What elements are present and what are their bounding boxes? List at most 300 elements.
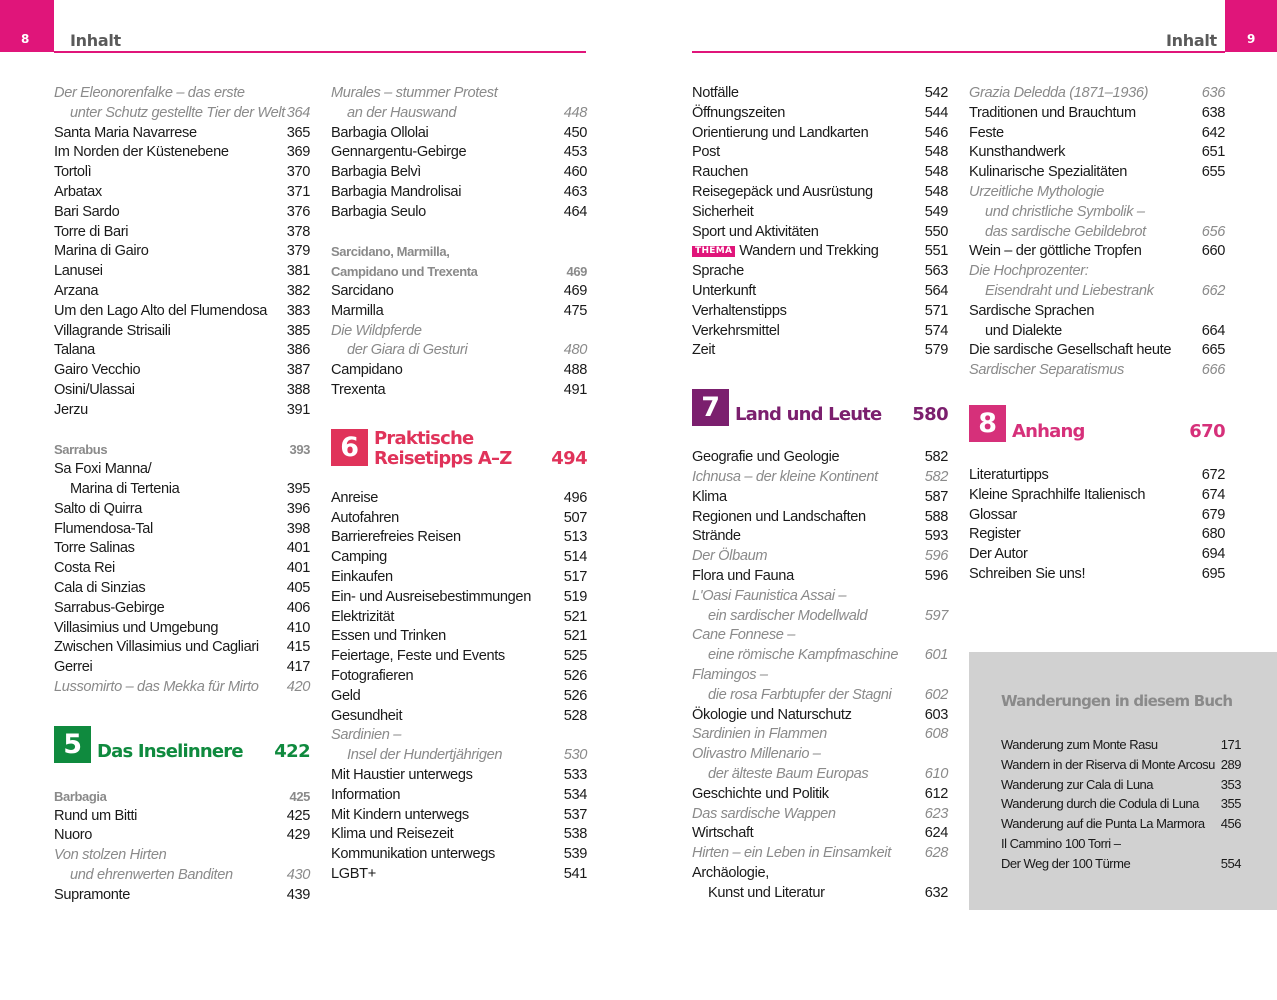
toc-entry-page: 364 [286,104,310,121]
toc-entry[interactable] [54,401,310,421]
toc-entry[interactable] [331,341,587,361]
toc-entry-title: unter Schutz gestellte Tier der Welt [70,104,285,121]
toc-entry[interactable] [331,707,587,727]
toc-entry[interactable] [54,163,310,183]
toc-entry[interactable] [331,143,587,163]
toc-entry[interactable] [692,725,948,745]
toc-entry-title: Supramonte [54,886,131,903]
toc-entry-title: und Dialekte [985,322,1062,339]
toc-entry-page: 602 [924,686,948,703]
toc-entry[interactable] [969,262,1225,282]
toc-entry-title: Information [331,786,401,803]
toc-entry[interactable] [331,845,587,865]
toc-entry[interactable] [54,599,310,619]
toc-entry[interactable] [692,143,948,163]
toc-entry-title: Villasimius und Umgebung [54,619,219,636]
toc-entry-title: Geld [331,687,361,704]
toc-entry[interactable] [692,745,948,765]
toc-entry-title: Gerrei [54,659,93,676]
toc-entry-title: Feste [969,124,1004,141]
toc-entry[interactable] [692,686,948,706]
toc-entry-title: Reisegepäck und Ausrüstung [692,183,873,200]
toc-entry-title: Sardinien in Flammen [692,726,827,743]
toc-entry[interactable] [969,223,1225,243]
toc-entry[interactable] [692,203,948,223]
toc-entry-title: Verkehrsmittel [692,322,780,339]
toc-entry-page: 379 [286,243,310,260]
toc-entry-title: Villagrande Strisaili [54,322,171,339]
toc-entry-page: 623 [924,805,948,822]
toc-entry-title: Gennargentu-Gebirge [331,144,467,161]
toc-entry[interactable] [969,84,1225,104]
toc-entry-page: 582 [924,449,948,466]
toc-entry-page: 542 [924,85,948,101]
toc-entry-title: Anreise [331,489,379,506]
toc-entry-title: Sprache [692,263,744,280]
chapter-number: 8 [969,405,1006,442]
toc-entry[interactable] [331,588,587,608]
toc-entry[interactable] [692,824,948,844]
chapter-page: 580 [912,404,948,426]
toc-entry-title: Lussomirto – das Mekka für Mirto [54,678,259,695]
toc-entry-page: 469 [563,282,587,299]
toc-entry[interactable] [54,579,310,599]
toc-entry-page: 666 [1201,362,1225,379]
chapter-number: 5 [54,726,91,763]
toc-entry[interactable] [331,548,587,568]
toc-entry-page: 456 [1220,816,1241,832]
toc-entry-title: Wanderung auf die Punta La Marmora [1001,816,1205,832]
toc-entry[interactable] [331,183,587,203]
toc-entry[interactable] [969,486,1225,506]
toc-entry-page: 355 [1220,796,1241,812]
toc-entry[interactable] [54,203,310,223]
toc-entry-title: Il Cammino 100 Torri – [1001,835,1121,851]
toc-entry[interactable] [54,619,310,639]
toc-entry-title: Post [692,144,720,161]
toc-entry-page: 596 [924,548,948,565]
toc-entry[interactable] [54,183,310,203]
toc-entry-title: Orientierung und Landkarten [692,124,869,141]
toc-entry-page: 401 [286,540,310,557]
toc-entry-title: Bari Sardo [54,203,120,220]
toc-entry[interactable] [969,203,1225,223]
toc-entry-page: 488 [563,362,587,379]
toc-entry[interactable] [54,341,310,361]
toc-column-3 [692,84,948,903]
toc-entry-page: 525 [563,648,587,665]
toc-entry-page: 551 [924,243,948,260]
toc-entry[interactable] [331,647,587,667]
toc-entry-title: die rosa Farbtupfer der Stagni [708,686,892,703]
toc-entry[interactable] [331,242,587,262]
chapter-heading-8[interactable] [969,405,1225,444]
toc-entry-page: 548 [924,164,948,181]
toc-entry[interactable] [692,884,948,904]
toc-entry-title: Kunsthandwerk [969,144,1066,161]
toc-entry[interactable] [54,520,310,540]
toc-entry-page: 539 [563,846,587,863]
toc-entry-page: 417 [286,659,310,676]
toc-entry[interactable] [331,262,587,282]
toc-entry-title: Öffnungszeiten [692,104,786,121]
toc-entry[interactable] [331,381,587,401]
toc-entry-page: 430 [286,866,310,883]
toc-entry[interactable] [54,500,310,520]
toc-entry-title: Costa Rei [54,560,115,577]
toc-entry[interactable] [692,508,948,528]
toc-entry[interactable] [1001,856,1241,876]
toc-entry[interactable] [692,322,948,342]
toc-entry[interactable] [54,223,310,243]
toc-entry[interactable] [54,440,310,460]
toc-entry[interactable] [692,124,948,144]
chapter-heading-6[interactable] [331,429,587,469]
toc-entry-title: Verhaltenstipps [692,302,787,319]
toc-entry-page: 548 [924,144,948,161]
toc-entry-page: 464 [563,203,587,220]
toc-entry-title: Klima und Reisezeit [331,826,454,843]
toc-entry-page: 289 [1220,756,1241,772]
toc-entry-page: 406 [286,599,310,616]
toc-entry[interactable] [331,786,587,806]
toc-entry-title: Elektrizität [331,608,395,625]
toc-entry[interactable] [331,84,587,104]
toc-entry-page: 533 [563,766,587,783]
toc-entry-page: 554 [1220,855,1241,871]
toc-entry-page: 596 [924,567,948,584]
toc-entry[interactable] [969,124,1225,144]
toc-entry[interactable] [969,322,1225,342]
toc-entry[interactable] [692,282,948,302]
toc-entry-page: 526 [563,667,587,684]
toc-entry[interactable] [692,785,948,805]
toc-entry-title: Rauchen [692,164,748,181]
toc-entry-title: Regionen und Landschaften [692,508,866,525]
toc-entry[interactable] [54,658,310,678]
toc-entry[interactable] [969,104,1225,124]
chapter-number: 7 [692,389,729,426]
toc-entry[interactable] [692,104,948,124]
toc-entry-title: Campidano und Trexenta [331,264,478,280]
toc-entry[interactable] [54,143,310,163]
toc-entry-page: 475 [563,302,587,319]
toc-entry[interactable] [692,864,948,884]
toc-entry-page: 597 [924,607,948,624]
toc-entry[interactable] [692,527,948,547]
chapter-title-line-2: Reisetipps A–Z [374,447,512,469]
toc-entry[interactable] [692,223,948,243]
toc-entry[interactable] [969,143,1225,163]
toc-entry[interactable] [54,846,310,866]
toc-entry[interactable] [692,341,948,361]
toc-entry-title: Wandern in der Riserva di Monte Arcosu [1001,756,1215,772]
toc-entry-page: 656 [1201,223,1225,240]
toc-entry-title: Marina di Tertenia [70,480,180,497]
toc-entry[interactable] [331,608,587,628]
toc-entry-page: 519 [563,588,587,605]
toc-entry[interactable] [692,488,948,508]
toc-entry[interactable] [331,746,587,766]
toc-entry-title: Barbagia Mandrolisai [331,183,462,200]
toc-entry[interactable] [54,322,310,342]
toc-entry-title: Klima [692,488,727,505]
toc-entry-page: 579 [924,342,948,359]
toc-entry[interactable] [54,826,310,846]
toc-entry-title: Barbagia [54,788,107,804]
toc-entry-page: 537 [563,806,587,823]
toc-entry[interactable] [331,104,587,124]
toc-entry-title: Lanusei [54,263,103,280]
toc-entry[interactable] [331,203,587,223]
toc-entry-title: Zwischen Villasimius und Cagliari [54,639,259,656]
toc-entry-title: Cane Fonnese – [692,627,796,644]
toc-entry-page: 587 [924,488,948,505]
toc-entry-title: Literaturtipps [969,466,1049,483]
toc-entry[interactable] [54,381,310,401]
toc-entry[interactable] [692,587,948,607]
toc-entry[interactable] [969,466,1225,486]
toc-entry[interactable] [54,124,310,144]
toc-entry[interactable] [331,489,587,509]
page-number-left-text: 8 [21,32,30,46]
toc-entry-title: Ichnusa – der kleine Kontinent [692,468,878,485]
toc-entry-title: Sarcidano [331,282,394,299]
toc-entry[interactable] [54,262,310,282]
toc-entry-page: 571 [924,302,948,319]
toc-entry-page: 513 [563,529,587,546]
toc-entry-title: Sardische Sprachen [969,302,1095,319]
toc-entry-title: Santa Maria Navarrese [54,124,197,141]
toc-entry[interactable] [331,667,587,687]
toc-entry-title: Ökologie und Naturschutz [692,706,852,723]
toc-entry[interactable] [969,183,1225,203]
toc-entry-title: Register [969,526,1021,543]
toc-entry-page: 171 [1220,737,1241,752]
toc-entry[interactable] [692,765,948,785]
toc-entry-title: Sardischer Separatismus [969,362,1124,379]
toc-entry-title: Kommunikation unterwegs [331,846,495,863]
toc-entry-page: 674 [1201,486,1225,503]
toc-entry[interactable] [331,509,587,529]
toc-entry[interactable] [331,865,587,885]
toc-entry[interactable] [1001,816,1241,836]
toc-entry[interactable] [54,638,310,658]
toc-entry[interactable] [692,84,948,104]
toc-entry-title: Unterkunft [692,282,756,299]
toc-entry-title: Wein – der göttliche Tropfen [969,243,1142,260]
toc-entry[interactable] [692,646,948,666]
toc-entry[interactable] [692,706,948,726]
toc-entry[interactable] [969,242,1225,262]
toc-entry-title: Ein- und Ausreisebestimmungen [331,588,531,605]
toc-entry-title: Tortolì [54,164,92,181]
toc-entry[interactable] [331,302,587,322]
toc-entry-page: 636 [1201,85,1225,101]
toc-entry-title: Marina di Gairo [54,243,149,260]
toc-entry[interactable] [692,547,948,567]
toc-entry-title: der Giara di Gesturi [347,342,468,359]
chapter-title: Land und Leute [735,404,882,426]
toc-entry-page: 628 [924,845,948,862]
toc-entry-title: Arzana [54,282,99,299]
toc-entry[interactable] [1001,757,1241,777]
toc-entry[interactable] [692,666,948,686]
toc-entry[interactable] [969,361,1225,381]
toc-entry[interactable] [969,163,1225,183]
toc-entry[interactable] [1001,737,1241,757]
toc-entry-title [692,242,879,262]
toc-entry[interactable] [331,766,587,786]
toc-entry-page: 638 [1201,104,1225,121]
toc-entry[interactable] [331,726,587,746]
toc-entry[interactable] [1001,796,1241,816]
toc-entry[interactable] [54,361,310,381]
toc-entry[interactable] [54,282,310,302]
toc-entry[interactable] [692,242,948,262]
header-rule-left [54,51,586,53]
toc-entry[interactable] [969,525,1225,545]
toc-entry[interactable] [331,282,587,302]
toc-entry-title: Sa Foxi Manna/ [54,461,152,478]
toc-entry[interactable] [692,607,948,627]
toc-entry-page: 521 [563,628,587,645]
toc-entry-page: 694 [1201,546,1225,563]
toc-entry-title: Traditionen und Brauchtum [969,104,1136,121]
toc-entry[interactable] [692,448,948,468]
toc-entry[interactable] [331,124,587,144]
toc-entry[interactable] [692,844,948,864]
toc-entry[interactable] [54,104,310,124]
toc-entry-title: Die Wildpferde [331,322,422,339]
toc-entry[interactable] [692,567,948,587]
toc-entry[interactable] [331,528,587,548]
toc-entry[interactable] [331,687,587,707]
toc-entry-title: Kleine Sprachhilfe Italienisch [969,486,1146,503]
toc-entry-page: 541 [563,865,587,882]
toc-entry[interactable] [54,807,310,827]
toc-entry-page: 425 [289,788,310,804]
toc-entry-title: Gairo Vecchio [54,362,141,379]
toc-entry[interactable] [54,539,310,559]
toc-entry-title: Talana [54,342,95,359]
toc-entry[interactable] [969,506,1225,526]
toc-entry-title: Campidano [331,362,403,379]
toc-entry-page: 429 [286,827,310,844]
running-head-right: Inhalt [1166,31,1217,50]
toc-entry[interactable] [969,302,1225,322]
toc-entry-title: Sardinien – [331,727,401,744]
toc-entry-title: Archäologie, [692,864,769,881]
toc-entry[interactable] [331,825,587,845]
toc-entry-title: Murales – stummer Protest [331,85,498,101]
toc-entry-page: 376 [286,203,310,220]
toc-entry[interactable] [54,866,310,886]
toc-entry[interactable] [54,559,310,579]
toc-entry[interactable] [692,262,948,282]
toc-entry-page: 624 [924,825,948,842]
toc-entry[interactable] [331,322,587,342]
toc-entry-page: 672 [1201,466,1225,483]
toc-entry[interactable] [331,361,587,381]
toc-entry[interactable] [331,568,587,588]
toc-entry-title: Barbagia Belvì [331,164,422,181]
toc-entry-page: 393 [289,442,310,458]
toc-entry-page: 549 [924,203,948,220]
toc-entry-page: 521 [563,608,587,625]
page-number-left [0,0,54,52]
toc-entry[interactable] [969,545,1225,565]
toc-entry[interactable] [54,678,310,698]
toc-entry[interactable] [969,565,1225,585]
toc-entry-page: 526 [563,687,587,704]
toc-entry-title: Um den Lago Alto del Flumendosa [54,302,268,319]
toc-column-4 [969,84,1225,585]
toc-entry-title: Wirtschaft [692,825,754,842]
toc-entry[interactable] [54,460,310,480]
toc-entry[interactable] [692,183,948,203]
toc-entry-title: Flamingos – [692,666,768,683]
toc-entry[interactable] [331,806,587,826]
toc-entry-page: 480 [563,342,587,359]
toc-entry[interactable] [54,480,310,500]
toc-entry[interactable] [692,805,948,825]
toc-entry-title: Urzeitliche Mythologie [969,183,1105,200]
toc-entry[interactable] [969,341,1225,361]
toc-entry-title: Fotografieren [331,667,414,684]
chapter-heading-7[interactable] [692,389,948,428]
toc-entry-page: 410 [286,619,310,636]
toc-entry-page: 395 [286,480,310,497]
toc-entry[interactable] [54,242,310,262]
toc-entry-page: 610 [924,765,948,782]
toc-entry-page: 401 [286,560,310,577]
toc-entry-page: 353 [1220,776,1241,792]
toc-entry-title: und ehrenwerten Banditen [70,866,233,883]
toc-entry-page: 514 [563,549,587,566]
toc-entry-page: 664 [1201,322,1225,339]
toc-entry[interactable] [692,468,948,488]
toc-entry-page: 582 [924,468,948,485]
toc-entry-title: Einkaufen [331,568,393,585]
toc-entry-title: an der Hauswand [347,104,457,121]
chapter-heading-5[interactable] [54,726,310,765]
page-number-right-text: 9 [1247,32,1256,46]
toc-entry[interactable] [331,627,587,647]
toc-entry[interactable] [54,84,310,104]
hiking-list [1001,737,1241,876]
toc-entry[interactable] [54,302,310,322]
toc-entry-title: und christliche Symbolik – [985,203,1145,220]
toc-entry[interactable] [692,626,948,646]
toc-entry[interactable] [692,163,948,183]
toc-entry[interactable] [54,787,310,807]
toc-entry[interactable] [969,282,1225,302]
toc-entry[interactable] [54,886,310,906]
toc-entry-title: Flumendosa-Tal [54,520,153,537]
toc-entry[interactable] [1001,777,1241,797]
toc-entry[interactable] [331,163,587,183]
toc-entry-page: 415 [286,639,310,656]
toc-entry-title: Sarrabus-Gebirge [54,599,165,616]
toc-entry-page: 548 [924,183,948,200]
toc-entry[interactable] [1001,836,1241,856]
toc-entry[interactable] [692,302,948,322]
chapter-number: 6 [331,429,368,466]
toc-entry-title: das sardische Gebildebrot [985,223,1146,240]
toc-entry-title: Marmilla [331,302,384,319]
toc-entry-title: Grazia Deledda (1871–1936) [969,85,1149,101]
